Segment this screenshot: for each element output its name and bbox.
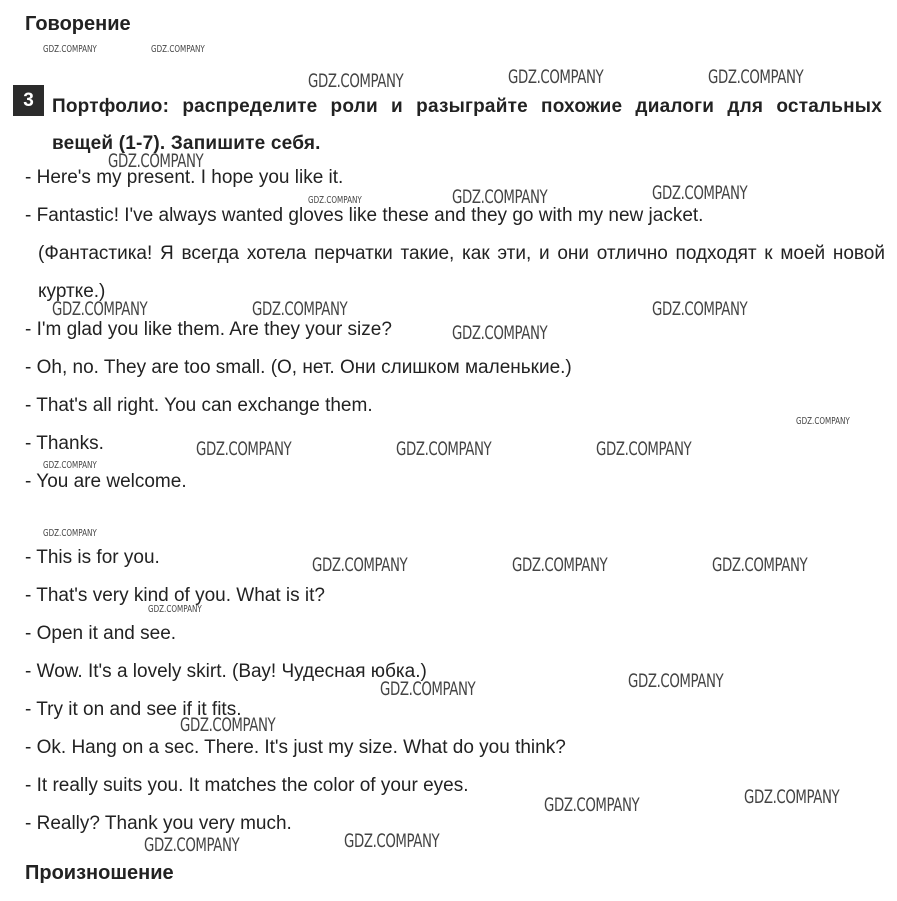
watermark: GDZ.COMPANY xyxy=(148,604,202,615)
watermark: GDZ.COMPANY xyxy=(380,678,476,700)
watermark: GDZ.COMPANY xyxy=(52,298,148,320)
watermark: GDZ.COMPANY xyxy=(712,554,808,576)
watermark: GDZ.COMPANY xyxy=(43,528,97,539)
watermark: GDZ.COMPANY xyxy=(652,298,748,320)
watermark: GDZ.COMPANY xyxy=(308,195,362,206)
dialogue-line: - Ok. Hang on a sec. There. It's just my size. What do you think? xyxy=(25,737,566,758)
dialogue-line: - That's all right. You can exchange them. xyxy=(25,395,373,416)
watermark: GDZ.COMPANY xyxy=(396,438,492,460)
watermark: GDZ.COMPANY xyxy=(544,794,640,816)
watermark: GDZ.COMPANY xyxy=(43,44,97,55)
dialogue-translation xyxy=(25,235,885,311)
watermark: GDZ.COMPANY xyxy=(108,150,204,172)
watermark: GDZ.COMPANY xyxy=(151,44,205,55)
watermark: GDZ.COMPANY xyxy=(252,298,348,320)
watermark: GDZ.COMPANY xyxy=(144,834,240,856)
dialogue-line: - Thanks. xyxy=(25,433,104,454)
watermark: GDZ.COMPANY xyxy=(43,460,97,471)
watermark: GDZ.COMPANY xyxy=(196,438,292,460)
dialogue-line: - Open it and see. xyxy=(25,623,177,644)
watermark: GDZ.COMPANY xyxy=(308,70,404,92)
dialogue-line: - This is for you. xyxy=(25,547,160,568)
translation-text: (Фантастика! Я всегда хотела перчатки такие, как эти, и они отлично подходят к моей новой куртке.) xyxy=(38,243,885,302)
dialogue-line: - Try it on and see if it fits. xyxy=(25,699,242,720)
watermark: GDZ.COMPANY xyxy=(628,670,724,692)
watermark: GDZ.COMPANY xyxy=(652,182,748,204)
watermark: GDZ.COMPANY xyxy=(344,830,440,852)
watermark: GDZ.COMPANY xyxy=(796,416,850,427)
watermark: GDZ.COMPANY xyxy=(512,554,608,576)
dialogue-line: - That's very kind of you. What is it? xyxy=(25,585,326,606)
dialogue-line: - Wow. It's a lovely skirt. (Вау! Чудесная юбка.) xyxy=(25,661,427,682)
watermark: GDZ.COMPANY xyxy=(180,714,276,736)
dialogue-line: - I'm glad you like them. Are they your size? xyxy=(25,319,392,340)
watermark: GDZ.COMPANY xyxy=(508,66,604,88)
watermark: GDZ.COMPANY xyxy=(452,322,548,344)
watermark: GDZ.COMPANY xyxy=(452,186,548,208)
dialogue-line: - You are welcome. xyxy=(25,471,187,492)
dialogue-line: - Oh, no. They are too small. (О, нет. Они слишком маленькие.) xyxy=(25,357,572,378)
dialogue-line: - Here's my present. I hope you like it. xyxy=(25,167,344,188)
dialogue-line: - It really suits you. It matches the color of your eyes. xyxy=(25,775,469,796)
task-instruction: Портфолио: распределите роли и разыграйте похожие диалоги для остальных вещей (1-7). Запишите себя. xyxy=(52,96,882,154)
watermark: GDZ.COMPANY xyxy=(596,438,692,460)
watermark: GDZ.COMPANY xyxy=(312,554,408,576)
section-title-pronunciation: Произношение xyxy=(25,862,174,884)
dialogue-line: - Really? Thank you very much. xyxy=(25,813,292,834)
section-title-speaking: Говорение xyxy=(25,13,131,35)
dialogue-line: - Fantastic! I've always wanted gloves like these and they go with my new jacket. xyxy=(25,205,704,226)
task-number-badge: 3 xyxy=(13,85,44,116)
watermark: GDZ.COMPANY xyxy=(708,66,804,88)
watermark: GDZ.COMPANY xyxy=(744,786,840,808)
